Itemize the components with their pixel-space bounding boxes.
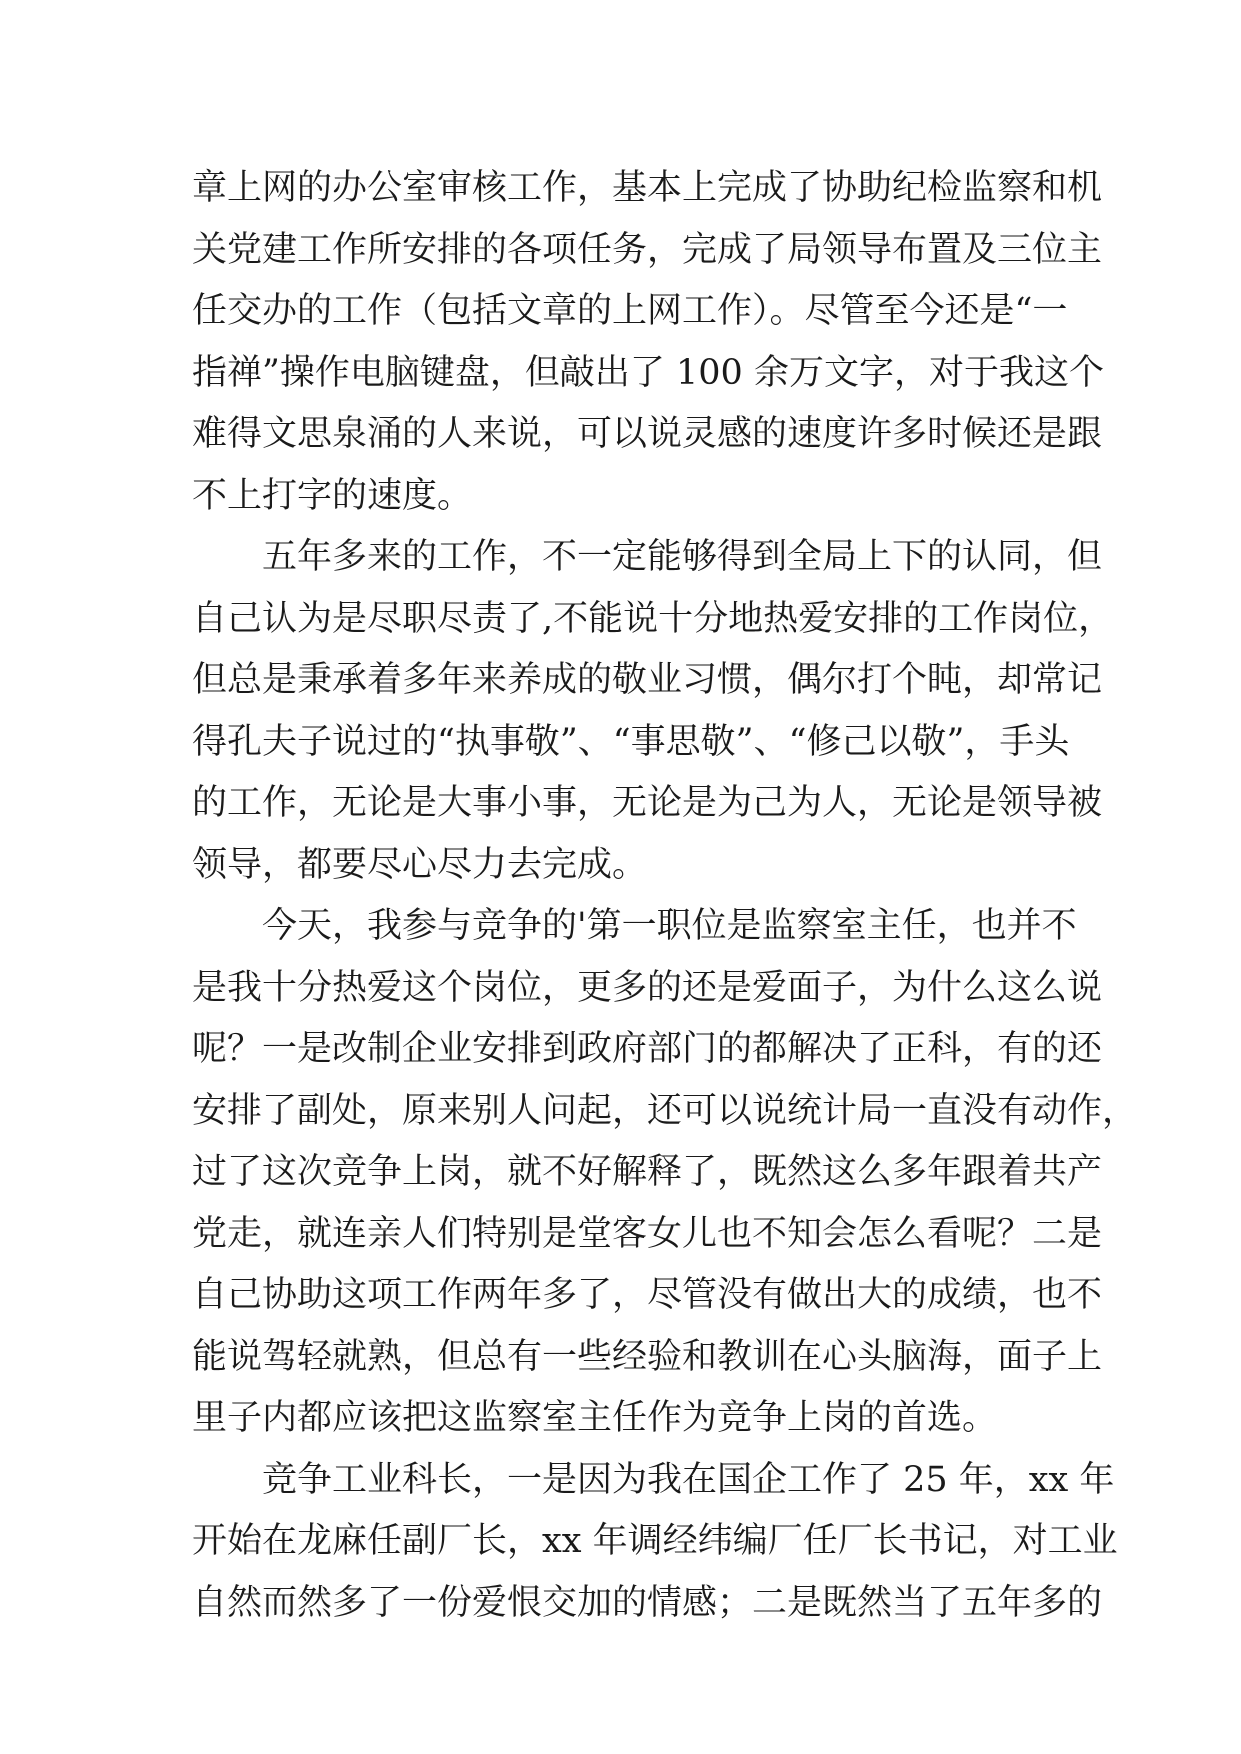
text-line: 五年多来的工作，不一定能够得到全局上下的认同，但 (262, 537, 1103, 577)
text-line: 自然而然多了一份爱恨交加的情感；二是既然当了五年多的 (192, 1582, 1103, 1623)
text-line: 任交办的工作（包括文章的上网工作）。尽管至今还是“一 (192, 291, 1068, 331)
text-line: 开始在龙麻任副厂长，xx 年调经纬编厂任厂长书记，对工业 (192, 1521, 1118, 1561)
text-line: 的工作，无论是大事小事，无论是为己为人，无论是领导被 (192, 783, 1103, 823)
text-line: 关党建工作所安排的各项任务，完成了局领导布置及三位主 (192, 229, 1103, 270)
text-line: 党走，就连亲人们特别是堂客女儿也不知会怎么看呢？二是 (192, 1213, 1103, 1254)
text-line: 章上网的办公室审核工作，基本上完成了协助纪检监察和机 (192, 168, 1103, 208)
text-line: 自己协助这项工作两年多了，尽管没有做出大的成绩，也不 (192, 1275, 1103, 1315)
text-line: 竞争工业科长，一是因为我在国企工作了 25 年，xx 年 (262, 1459, 1115, 1500)
text-line: 指禅”操作电脑键盘，但敲出了 100 余万文字，对于我这个 (192, 352, 1104, 393)
text-line: 不上打字的速度。 (192, 475, 473, 516)
text-line: 过了这次竞争上岗，就不好解释了，既然这么多年跟着共产 (192, 1152, 1103, 1192)
text-line: 安排了副处，原来别人问起，还可以说统计局一直没有动作， (192, 1090, 1138, 1131)
text-line: 自己认为是尽职尽责了,不能说十分地热爱安排的工作岗位， (192, 598, 1114, 639)
text-line: 里子内都应该把这监察室主任作为竞争上岗的首选。 (192, 1398, 998, 1438)
text-line: 能说驾轻就熟，但总有一些经验和教训在心头脑海，面子上 (192, 1336, 1103, 1377)
document-body (192, 158, 1138, 1634)
text-line: 今天，我参与竞争的'第一职位是监察室主任，也并不 (262, 906, 1077, 946)
text-line: 是我十分热爱这个岗位，更多的还是爱面子，为什么这么说 (192, 967, 1103, 1008)
text-line: 呢？一是改制企业安排到政府部门的都解决了正科，有的还 (192, 1029, 1103, 1069)
text-line: 但总是秉承着多年来养成的敬业习惯，偶尔打个盹，却常记 (192, 660, 1103, 700)
text-line: 领导，都要尽心尽力去完成。 (192, 844, 648, 885)
text-line: 得孔夫子说过的“执事敬”、“事思敬”、“修己以敬”，手头 (192, 721, 1070, 762)
text-line: 难得文思泉涌的人来说，可以说灵感的速度许多时候还是跟 (192, 414, 1103, 454)
